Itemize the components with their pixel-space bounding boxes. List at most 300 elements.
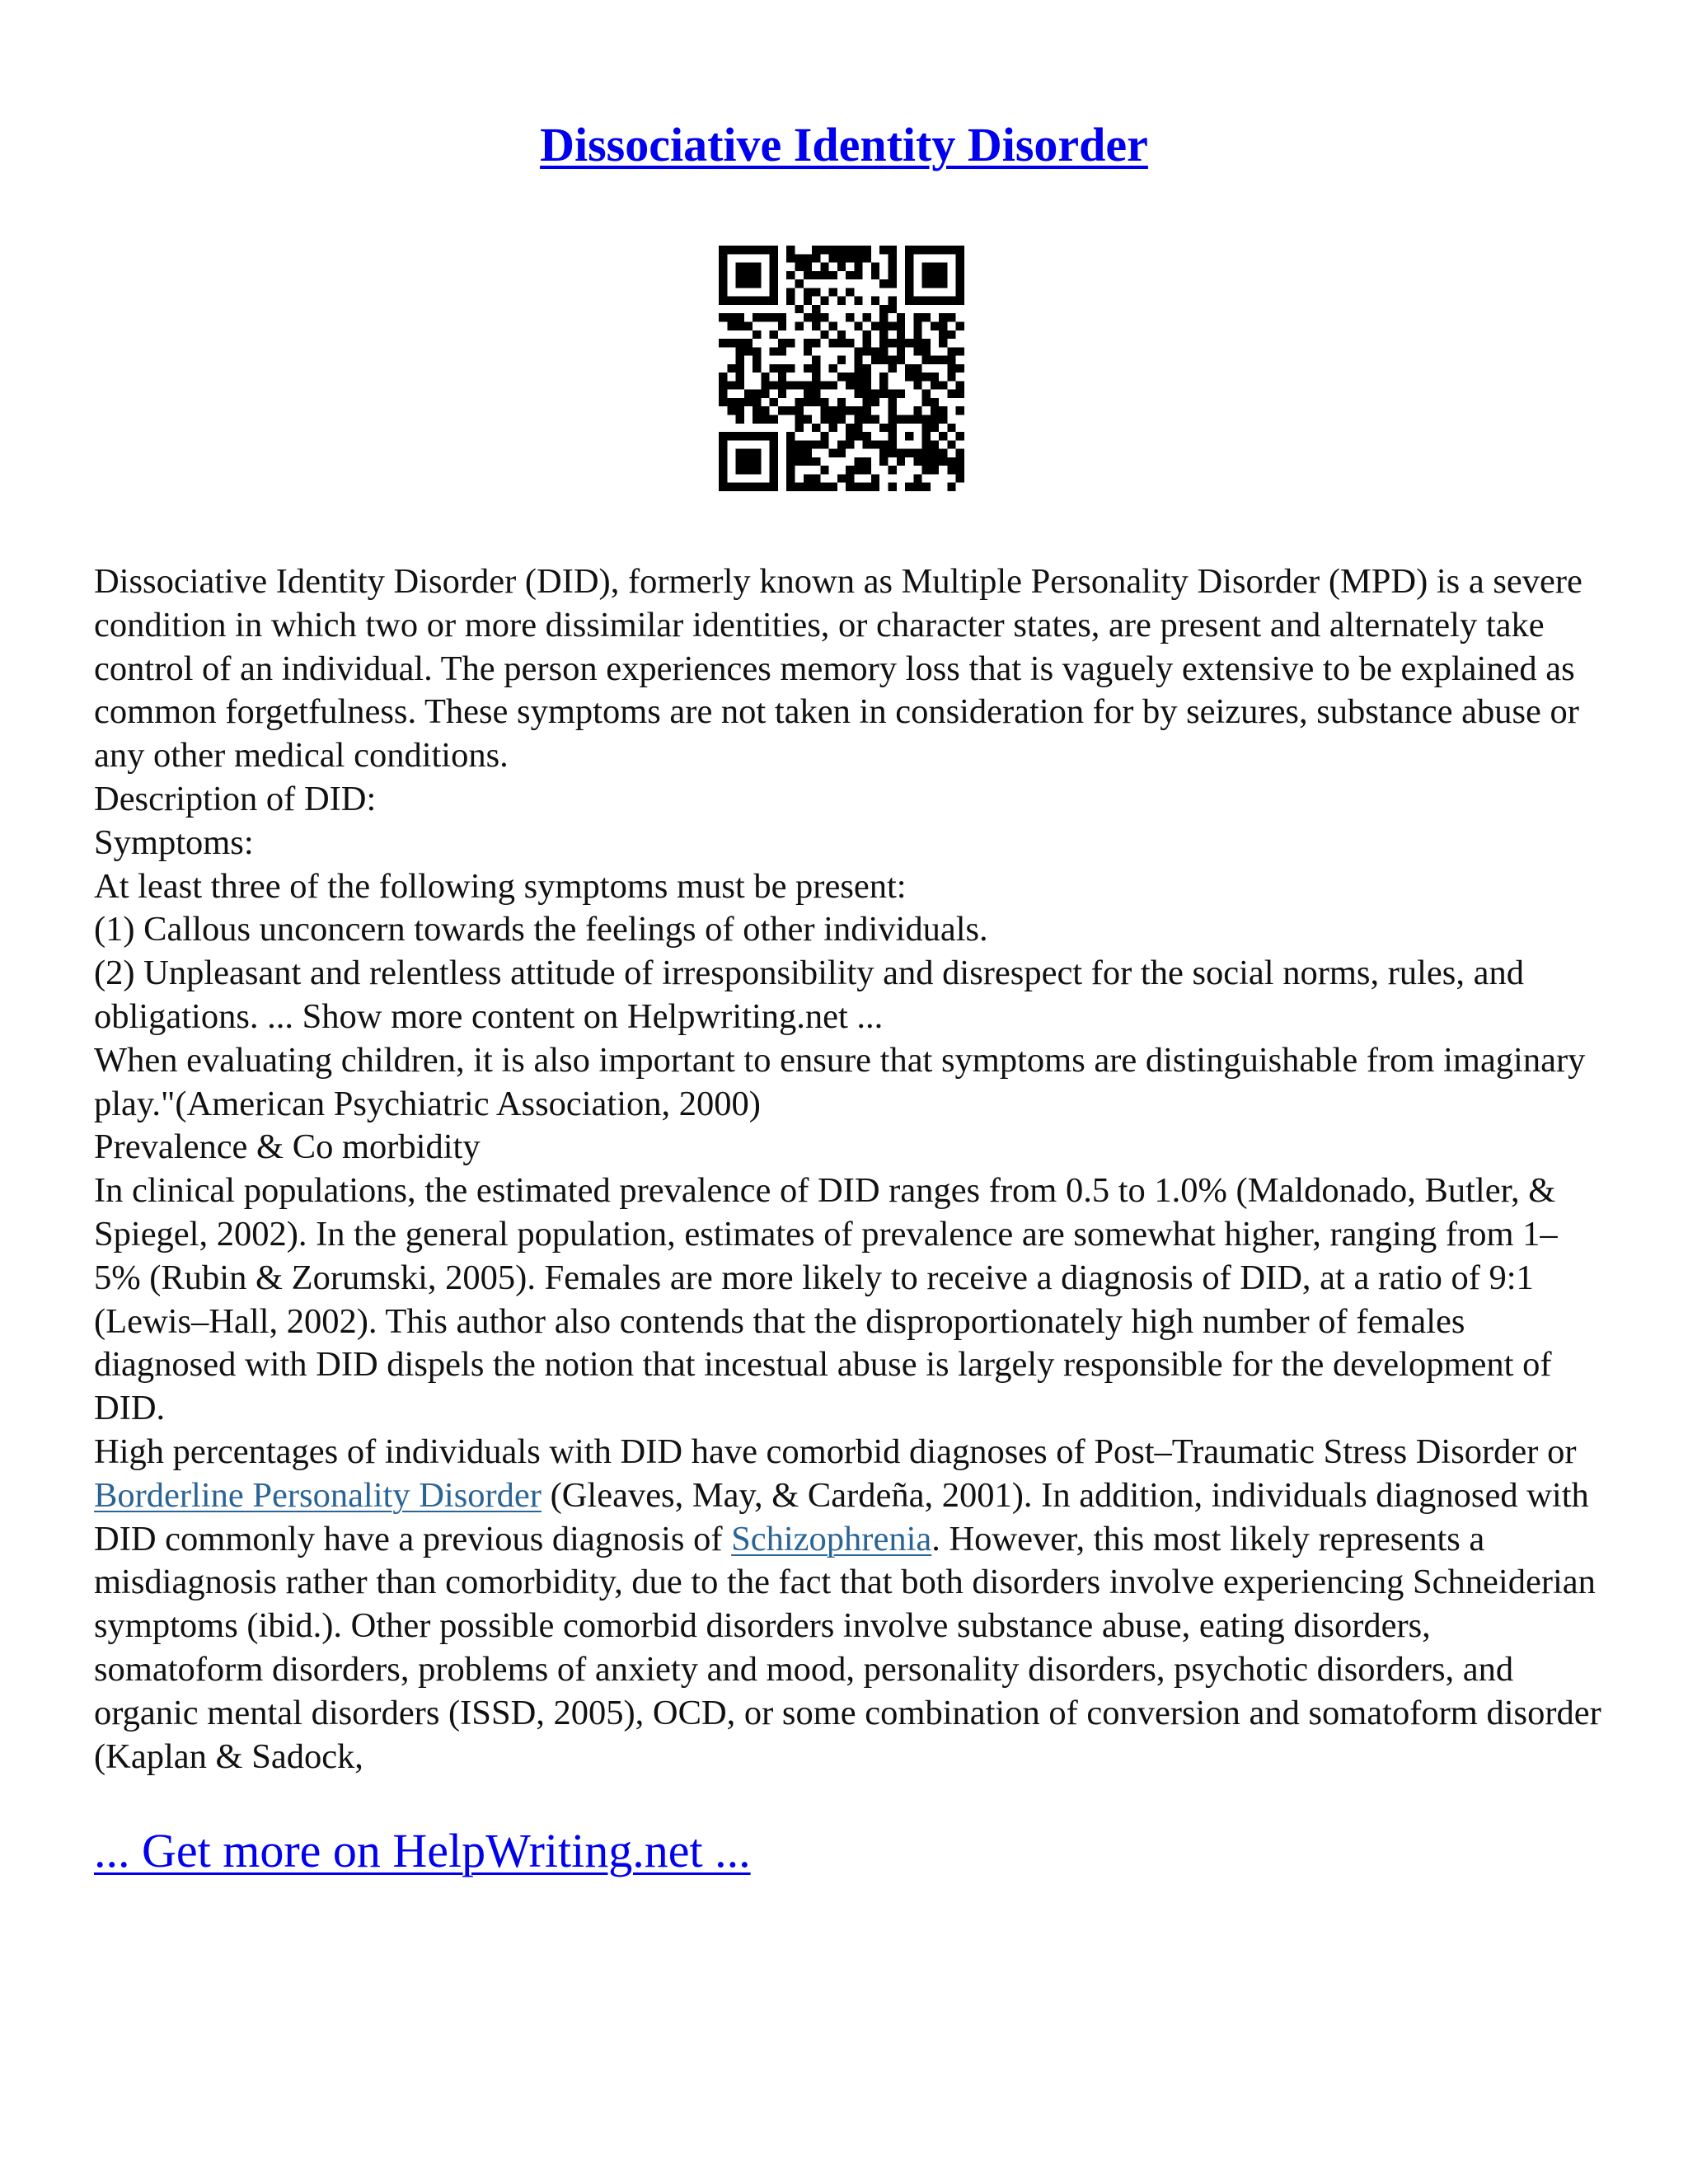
qr-module <box>897 457 905 466</box>
qr-module <box>753 398 761 406</box>
qr-module <box>913 457 921 466</box>
qr-module <box>753 263 761 271</box>
qr-module <box>939 246 947 254</box>
qr-module <box>956 347 964 355</box>
qr-module <box>812 364 820 373</box>
qr-module <box>905 263 913 271</box>
qr-module <box>879 424 888 432</box>
qr-module <box>931 440 939 448</box>
qr-module <box>863 390 871 398</box>
qr-module <box>804 457 812 466</box>
qr-module <box>913 321 921 330</box>
qr-module <box>736 279 744 288</box>
qr-module <box>931 279 939 288</box>
paragraph-children: When evaluating children, it is also important to ensure that symptoms are distinguishable from imaginary play."(American Psychiatric Association, 2000) <box>94 1040 1586 1123</box>
qr-module <box>947 483 955 491</box>
qr-module <box>770 440 778 448</box>
qr-module <box>770 474 778 482</box>
qr-module <box>931 415 939 424</box>
qr-module <box>922 297 931 305</box>
qr-module <box>727 406 735 415</box>
qr-module <box>778 406 786 415</box>
qr-module <box>931 321 939 330</box>
qr-module <box>931 457 939 466</box>
qr-module <box>939 279 947 288</box>
qr-module <box>846 246 854 254</box>
qr-module <box>854 457 862 466</box>
qr-module <box>778 313 786 321</box>
qr-module <box>837 398 846 406</box>
qr-module <box>770 432 778 440</box>
qr-module <box>939 321 947 330</box>
qr-module <box>812 373 820 381</box>
qr-module <box>829 254 837 262</box>
qr-module <box>854 356 862 364</box>
qr-module <box>761 483 769 491</box>
qr-module <box>913 297 921 305</box>
qr-module <box>931 297 939 305</box>
qr-module <box>922 483 931 491</box>
qr-module <box>956 466 964 474</box>
qr-module <box>947 373 955 381</box>
qr-module <box>804 381 812 389</box>
qr-module <box>922 449 931 457</box>
qr-module <box>770 330 778 339</box>
qr-module <box>956 271 964 279</box>
qr-module <box>837 449 846 457</box>
paragraph-symptom-1: (1) Callous unconcern towards the feelings of other individuals. <box>94 910 988 949</box>
qr-module <box>913 449 921 457</box>
qr-module <box>922 263 931 271</box>
qr-module <box>786 254 795 262</box>
qr-module <box>727 432 735 440</box>
qr-module <box>804 263 812 271</box>
qr-module <box>931 263 939 271</box>
qr-module <box>905 483 913 491</box>
qr-module <box>889 356 897 364</box>
qr-module <box>939 339 947 347</box>
qr-module <box>922 440 931 448</box>
qr-module <box>913 313 921 321</box>
paragraph-prevalence-heading: Prevalence & Co morbidity <box>94 1127 481 1167</box>
qr-module <box>812 424 820 432</box>
qr-module <box>753 483 761 491</box>
qr-module <box>812 390 820 398</box>
qr-module <box>879 373 888 381</box>
qr-module <box>786 466 795 474</box>
qr-module <box>889 271 897 279</box>
qr-module <box>829 415 837 424</box>
qr-module <box>736 483 744 491</box>
qr-module <box>719 432 727 440</box>
qr-module <box>931 466 939 474</box>
qr-module <box>863 406 871 415</box>
qr-module <box>913 339 921 347</box>
qr-module <box>786 449 795 457</box>
qr-module <box>719 398 727 406</box>
qr-module <box>905 297 913 305</box>
qr-module <box>922 246 931 254</box>
qr-module <box>770 263 778 271</box>
qr-module <box>719 390 727 398</box>
paragraph-prevalence: In clinical populations, the estimated prevalence of DID ranges from 0.5 to 1.0% (Maldonado, Butler, & Spiegel, 2002). In the general population, estimates of prevalence are somewhat higher, ranging from 1–5% (Rubin & Zorumski, 2005). Females are more likely to receive a diagnosis of DID, at a ratio of 9:1 (Lewis–Hall, 2002). This author also contends that the disproportionately high number of females diagnosed with DID dispels the notion that incestual abuse is largely responsible for the development of DID. <box>94 1171 1558 1428</box>
qr-module <box>820 466 828 474</box>
qr-module <box>812 246 820 254</box>
qr-module <box>812 457 820 466</box>
qr-module <box>939 406 947 415</box>
qr-module <box>820 271 828 279</box>
qr-module <box>879 356 888 364</box>
qr-module <box>719 288 727 296</box>
qr-module <box>744 466 753 474</box>
qr-module <box>854 390 862 398</box>
qr-module <box>956 297 964 305</box>
qr-module <box>863 339 871 347</box>
qr-module <box>804 364 812 373</box>
qr-module <box>829 339 837 347</box>
qr-module <box>761 390 769 398</box>
paragraph-symptom-2: (2) Unpleasant and relentless attitude of irresponsibility and disrespect for the social norms, rules, and obligations. ... Show more content on Helpwriting.net ... <box>94 954 1524 1036</box>
qr-module <box>753 432 761 440</box>
qr-module <box>753 347 761 355</box>
qr-module <box>922 398 931 406</box>
qr-module <box>913 415 921 424</box>
qr-module <box>786 483 795 491</box>
qr-module <box>820 313 828 321</box>
qr-module <box>820 297 828 305</box>
qr-module <box>727 381 735 389</box>
schizophrenia-link[interactable]: Schizophrenia <box>731 1519 932 1558</box>
qr-module <box>905 432 913 440</box>
qr-module <box>846 271 854 279</box>
qr-module <box>854 263 862 271</box>
qr-module <box>897 313 905 321</box>
qr-module <box>736 466 744 474</box>
qr-module <box>922 279 931 288</box>
qr-module <box>719 339 727 347</box>
qr-module <box>846 432 854 440</box>
qr-module <box>795 321 803 330</box>
qr-module <box>753 297 761 305</box>
article-body <box>94 560 1602 1779</box>
qr-module <box>897 330 905 339</box>
qr-module <box>804 474 812 482</box>
qr-module <box>744 263 753 271</box>
qr-module <box>931 271 939 279</box>
qr-module <box>727 297 735 305</box>
qr-module <box>947 390 955 398</box>
qr-module <box>727 364 735 373</box>
qr-module <box>871 356 879 364</box>
qr-module <box>820 381 828 389</box>
qr-module <box>736 339 744 347</box>
qr-module <box>905 364 913 373</box>
qr-module <box>761 373 769 381</box>
qr-module <box>897 415 905 424</box>
qr-module <box>939 271 947 279</box>
qr-module <box>727 339 735 347</box>
qr-module <box>939 330 947 339</box>
qr-module <box>922 424 931 432</box>
qr-module <box>905 279 913 288</box>
qr-module <box>837 356 846 364</box>
qr-module <box>947 297 955 305</box>
qr-module <box>863 483 871 491</box>
paragraph-intro: Dissociative Identity Disorder (DID), formerly known as Multiple Personality Disorder (MPD) is a severe condition in which two or more dissimilar identities, or character states, are present and alternately take control of an individual. The person experiences memory loss that is vaguely extensive to be explained as common forgetfulness. These symptoms are not taken in consideration for by seizures, substance abuse or any other medical conditions. <box>94 562 1582 776</box>
qr-module <box>889 246 897 254</box>
qr-module <box>778 339 786 347</box>
qr-module <box>879 390 888 398</box>
qr-module <box>761 313 769 321</box>
qr-module <box>846 313 854 321</box>
qr-module <box>879 279 888 288</box>
qr-module <box>736 406 744 415</box>
qr-module <box>744 483 753 491</box>
qr-module <box>947 466 955 474</box>
qr-module <box>837 246 846 254</box>
paragraph-comorbidity <box>94 1431 1602 1779</box>
qr-module <box>879 313 888 321</box>
qr-module <box>719 373 727 381</box>
qr-module <box>956 279 964 288</box>
qr-module <box>812 271 820 279</box>
paragraph-symptoms-heading: Symptoms: <box>94 823 254 862</box>
qr-module <box>795 305 803 313</box>
qr-module <box>871 483 879 491</box>
qr-module <box>804 313 812 321</box>
qr-module <box>913 347 921 355</box>
qr-module <box>947 364 955 373</box>
qr-module <box>829 321 837 330</box>
qr-module <box>913 364 921 373</box>
qr-module <box>889 364 897 373</box>
qr-module <box>854 406 862 415</box>
page-title <box>0 115 1688 175</box>
qr-module <box>863 373 871 381</box>
qr-module <box>922 271 931 279</box>
qr-module <box>956 321 964 330</box>
qr-module <box>770 288 778 296</box>
qr-module <box>879 330 888 339</box>
qr-module <box>922 339 931 347</box>
qr-module <box>804 339 812 347</box>
qr-module <box>846 424 854 432</box>
borderline-personality-disorder-link[interactable]: Borderline Personality Disorder <box>94 1475 542 1515</box>
qr-module <box>879 457 888 466</box>
qr-module <box>744 279 753 288</box>
qr-module <box>812 313 820 321</box>
qr-module <box>770 483 778 491</box>
qr-module <box>889 263 897 271</box>
qr-module <box>719 254 727 262</box>
qr-module <box>736 347 744 355</box>
qr-module <box>837 415 846 424</box>
qr-module <box>719 474 727 482</box>
qr-module <box>846 288 854 296</box>
qr-module <box>889 483 897 491</box>
qr-module <box>947 347 955 355</box>
qr-module <box>736 356 744 364</box>
qr-module <box>863 432 871 440</box>
qr-module <box>812 483 820 491</box>
qr-module <box>889 339 897 347</box>
qr-module <box>889 305 897 313</box>
qr-module <box>778 390 786 398</box>
qr-module <box>846 466 854 474</box>
qr-module <box>939 415 947 424</box>
qr-module <box>753 330 761 339</box>
qr-module <box>939 356 947 364</box>
qr-module <box>786 474 795 482</box>
qr-module <box>719 483 727 491</box>
qr-module <box>897 339 905 347</box>
qr-module <box>753 466 761 474</box>
qr-module <box>795 424 803 432</box>
qr-module <box>913 474 921 482</box>
qr-module <box>939 297 947 305</box>
qr-module <box>736 364 744 373</box>
qr-module <box>846 474 854 482</box>
qr-module <box>829 381 837 389</box>
qr-module <box>770 347 778 355</box>
qr-module <box>786 288 795 296</box>
qr-module <box>804 390 812 398</box>
qr-module <box>854 483 862 491</box>
qr-module <box>837 373 846 381</box>
qr-module <box>846 373 854 381</box>
qr-module <box>795 449 803 457</box>
qr-module <box>871 398 879 406</box>
qr-module <box>770 313 778 321</box>
qr-module <box>922 432 931 440</box>
qr-module <box>795 406 803 415</box>
qr-module <box>736 449 744 457</box>
qr-module <box>812 339 820 347</box>
qr-module <box>854 466 862 474</box>
qr-module <box>956 406 964 415</box>
qr-module <box>829 364 837 373</box>
qr-module <box>889 297 897 305</box>
qr-module <box>897 321 905 330</box>
qr-module <box>736 432 744 440</box>
qr-module <box>744 390 753 398</box>
qr-module <box>719 271 727 279</box>
qr-module <box>753 279 761 288</box>
qr-module <box>863 415 871 424</box>
qr-module <box>753 246 761 254</box>
qr-module <box>939 263 947 271</box>
qr-module <box>770 457 778 466</box>
qr-module <box>956 288 964 296</box>
qr-module <box>719 449 727 457</box>
qr-module <box>761 246 769 254</box>
qr-module <box>863 313 871 321</box>
qr-module <box>727 313 735 321</box>
qr-module <box>871 347 879 355</box>
qr-module <box>812 398 820 406</box>
qr-module <box>820 246 828 254</box>
qr-module <box>820 330 828 339</box>
qr-module <box>889 424 897 432</box>
qr-module <box>879 381 888 389</box>
qr-module <box>863 330 871 339</box>
title-link[interactable]: Dissociative Identity Disorder <box>540 118 1148 171</box>
qr-module <box>778 321 786 330</box>
qr-module <box>736 246 744 254</box>
qr-module <box>956 457 964 466</box>
qr-module <box>719 440 727 448</box>
comorbidity-text-3: . However, this most likely represents a misdiagnosis rather than comorbidity, due to the fact that both disorders involve experiencing Schneiderian symptoms (ibid.). Other possible comorbid disorders involve substance abuse, eating disorders, somatoform disorders, problems of anxiety and mood, personality disorders, psychotic disorders, and organic mental disorders (ISSD, 2005), OCD, or some combination of conversion and somatoform disorder (Kaplan & Sadock, <box>94 1519 1601 1776</box>
qr-module <box>786 457 795 466</box>
qr-module <box>905 246 913 254</box>
comorbidity-text-1: High percentages of individuals with DID have comorbid diagnoses of Post–Traumatic Stress Disorder or <box>94 1432 1577 1471</box>
qr-module <box>879 449 888 457</box>
qr-module <box>947 457 955 466</box>
qr-module <box>778 373 786 381</box>
qr-module <box>770 415 778 424</box>
paragraph-symptoms-intro: At least three of the following symptoms must be present: <box>94 866 907 906</box>
qr-module <box>854 271 862 279</box>
qr-module <box>744 339 753 347</box>
qr-module <box>947 313 955 321</box>
qr-module <box>778 364 786 373</box>
qr-module <box>846 339 854 347</box>
qr-module <box>719 457 727 466</box>
qr-module <box>905 288 913 296</box>
qr-module <box>736 271 744 279</box>
qr-module <box>854 246 862 254</box>
qr-module <box>939 381 947 389</box>
qr-module <box>913 381 921 389</box>
qr-module <box>922 390 931 398</box>
qr-module <box>744 457 753 466</box>
qr-module <box>889 390 897 398</box>
qr-module <box>889 279 897 288</box>
qr-module <box>947 424 955 432</box>
qr-module <box>922 356 931 364</box>
qr-module <box>837 474 846 482</box>
qr-module <box>744 347 753 355</box>
qr-module <box>947 330 955 339</box>
qr-module <box>854 364 862 373</box>
qr-module <box>879 246 888 254</box>
qr-module <box>786 271 795 279</box>
get-more-link[interactable]: ... Get more on HelpWriting.net ... <box>94 1824 751 1877</box>
qr-module <box>820 398 828 406</box>
qr-module <box>744 432 753 440</box>
qr-module <box>744 449 753 457</box>
qr-module <box>820 263 828 271</box>
qr-module <box>795 279 803 288</box>
qr-module <box>854 432 862 440</box>
qr-module <box>719 466 727 474</box>
qr-module <box>931 424 939 432</box>
qr-module <box>770 271 778 279</box>
qr-module <box>837 297 846 305</box>
qr-module <box>795 398 803 406</box>
qr-module <box>889 415 897 424</box>
qr-module <box>786 440 795 448</box>
qr-module <box>837 339 846 347</box>
qr-module <box>956 390 964 398</box>
qr-module <box>854 415 862 424</box>
qr-module <box>744 271 753 279</box>
qr-module <box>837 406 846 415</box>
qr-module <box>922 415 931 424</box>
qr-module <box>905 415 913 424</box>
qr-module <box>804 398 812 406</box>
qr-module <box>786 381 795 389</box>
